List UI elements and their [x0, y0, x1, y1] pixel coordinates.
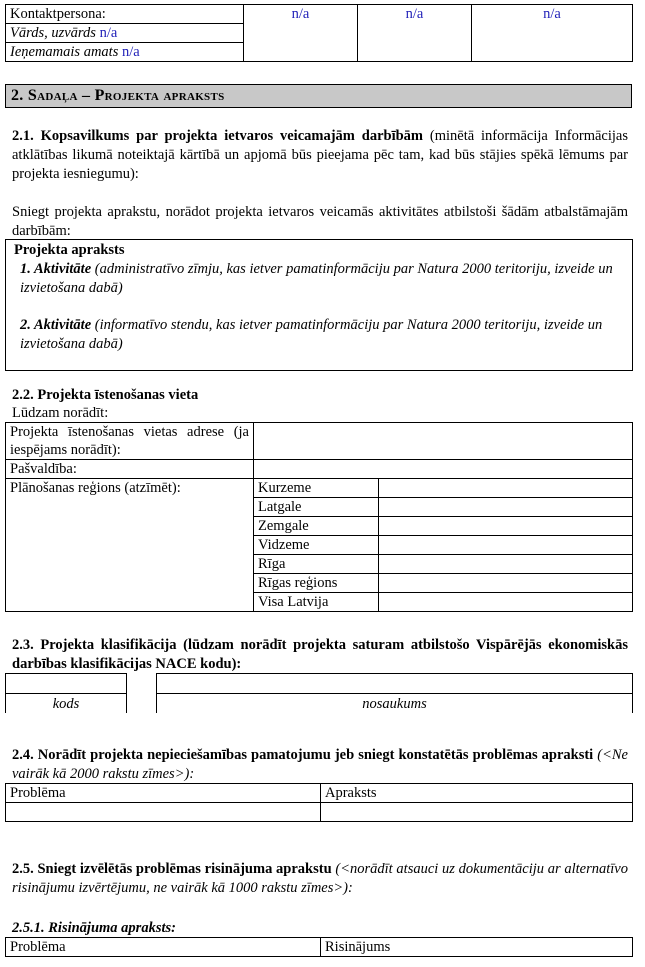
contact-value-1: n/a	[291, 6, 310, 22]
contact-value-2: n/a	[405, 6, 424, 22]
region-vidzeme: Vidzeme	[254, 536, 379, 555]
section-2-1-heading-bold: 2.1. Kopsavilkums par projekta ietvaros veicamajām darbībām	[12, 128, 423, 144]
name-label: Vārds, uzvārds	[10, 25, 96, 41]
activity-1-text: (administratīvo zīmju, kas ietver pamatinformāciju par Natura 2000 teritoriju, izveide un izvietošana dabā)	[20, 261, 613, 296]
section-2-3-heading: 2.3. Projekta klasifikācija (lūdzam norādīt projekta saturam atbilstošo Vispārējās ekonomiskās darbības klasifikācijas NACE kodu):	[12, 637, 628, 672]
activity-1-label: 1. Aktivitāte	[20, 261, 92, 277]
section-2-2-sub: Lūdzam norādīt:	[12, 405, 109, 421]
region-riga-mark[interactable]	[379, 555, 633, 574]
description-col-header: Apraksts	[321, 784, 633, 803]
activity-2-label: 2. Aktivitāte	[20, 317, 92, 333]
problem-table	[5, 783, 633, 822]
solution-table	[5, 937, 633, 957]
name-value: n/a	[99, 25, 118, 41]
solution-header: Risinājums	[321, 938, 633, 957]
activity-2	[20, 316, 626, 354]
section-2-4-heading-italic: (<Ne vairāk kā 2000 rakstu zīmes>):	[12, 747, 628, 782]
contact-table	[5, 4, 633, 62]
municipality-label: Pašvaldība:	[6, 460, 254, 479]
section-2-5-heading-bold: 2.5. Sniegt izvēlētās problēmas risinājuma aprakstu	[12, 861, 332, 877]
section-2-5-heading-italic: (<norādīt atsauci uz dokumentāciju ar alternatīvo risinājumu izvērtējumu, ne vairāk kā 1000 rakstu zīmes>):	[12, 861, 628, 896]
region-visa-latvija-mark[interactable]	[379, 593, 633, 612]
region-zemgale: Zemgale	[254, 517, 379, 536]
location-table	[5, 422, 633, 612]
region-latgale: Latgale	[254, 498, 379, 517]
name-row	[6, 24, 244, 43]
problem-cell[interactable]	[6, 803, 321, 822]
section-2-5-heading	[12, 860, 628, 898]
section-2-title	[5, 84, 632, 108]
region-rigas-region-mark[interactable]	[379, 574, 633, 593]
nace-name-box[interactable]	[156, 673, 633, 713]
contact-label: Kontaktpersona:	[6, 5, 244, 24]
address-label: Projekta īstenošanas vietas adrese (ja iespējams norādīt):	[6, 423, 254, 460]
municipality-field[interactable]	[254, 460, 633, 479]
region-rigas-region: Rīgas reģions	[254, 574, 379, 593]
region-kurzeme: Kurzeme	[254, 479, 379, 498]
region-riga: Rīga	[254, 555, 379, 574]
section-2-1-heading-rest: (minētā informācija Informācijas atklātības likumā noteiktajā kārtībā un apjomā būs pieejama pēc tam, kad būs stājies spēkā lēmums par projekta iesniegumu):	[12, 128, 629, 182]
region-latgale-mark[interactable]	[379, 498, 633, 517]
problem-col-header: Problēma	[6, 784, 321, 803]
region-zemgale-mark[interactable]	[379, 517, 633, 536]
nace-code-box[interactable]	[5, 673, 127, 713]
section-2-1-heading	[12, 127, 628, 184]
section-2-title-text: 2. Sadaļa – Projekta apraksts	[11, 87, 225, 104]
region-vidzeme-mark[interactable]	[379, 536, 633, 555]
address-field[interactable]	[254, 423, 633, 460]
section-2-1-instruction: Sniegt projekta aprakstu, norādot projekta ietvaros veicamās aktivitātes atbilstoši šādām atbalstāmajām darbībām:	[12, 204, 628, 239]
position-label: Ieņemamais amats	[10, 44, 119, 60]
region-label: Plānošanas reģions (atzīmēt):	[6, 479, 254, 612]
section-2-5-1-heading: 2.5.1. Risinājuma apraksts:	[12, 920, 176, 936]
region-visa-latvija: Visa Latvija	[254, 593, 379, 612]
activity-1	[20, 260, 626, 298]
position-row	[6, 43, 244, 62]
project-description-box[interactable]	[5, 239, 633, 371]
section-2-4-heading-bold: 2.4. Norādīt projekta nepieciešamības pamatojumu jeb sniegt konstatētās problēmas apraksti	[12, 747, 594, 763]
activity-2-text: (informatīvo stendu, kas ietver pamatinformāciju par Natura 2000 teritoriju, izveide un izvietošana dabā)	[20, 317, 603, 352]
contact-value-3: n/a	[543, 6, 561, 22]
section-2-2-heading: 2.2. Projekta īstenošanas vieta	[12, 387, 199, 403]
nace-name-label: nosaukums	[362, 696, 427, 712]
project-description-title: Projekta apraksts	[14, 242, 125, 258]
description-cell[interactable]	[321, 803, 633, 822]
position-value: n/a	[121, 44, 140, 60]
solution-problem-header: Problēma	[6, 938, 321, 957]
nace-code-label: kods	[52, 696, 80, 712]
section-2-4-heading	[12, 746, 628, 784]
region-kurzeme-mark[interactable]	[379, 479, 633, 498]
